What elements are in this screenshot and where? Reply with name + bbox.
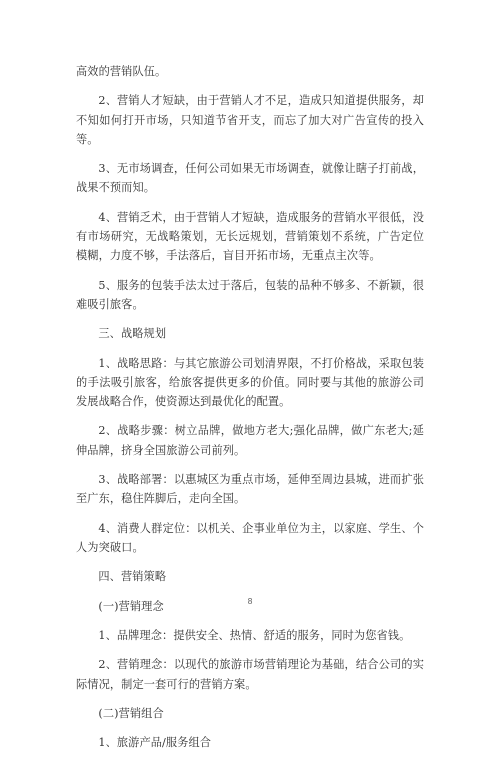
paragraph-product-service-mix: 1、旅游产品/服务组合 [98, 736, 212, 750]
paragraph-packaging: 5、服务的包装手法太过于落后，包装的品种不够多、不新颖，很难吸引旅客。 [76, 278, 424, 311]
paragraph-no-market-research: 3、无市场调查，任何公司如果无市场调查，就像让瞎子打前战，战果不预而知。 [76, 162, 424, 195]
paragraph-strategy-steps: 2、战略步骤：树立品牌，做地方老大;强化品牌，做广东老大;延伸品牌，挤身全国旅游公司前列。 [76, 424, 424, 457]
paragraph-continuation: 高效的营销队伍。 [76, 65, 167, 78]
paragraph-marketing-weakness: 4、营销乏术，由于营销人才短缺，造成服务的营销水平很低，没有市场研究，无战略策划，无长远规划，营销策划不系统，广告定位模糊，力度不够，手法落后，盲目开拓市场，无重点主次等。 [76, 210, 424, 263]
subheading-marketing-mix: (二)营销组合 [98, 706, 164, 720]
page-number: 8 [247, 597, 253, 606]
section-heading-marketing-strategy: 四、营销策略 [98, 570, 167, 584]
paragraph-strategy-deployment: 3、战略部署：以惠城区为重点市场，延伸至周边县城，进而扩张至广东，稳住阵脚后，走向全国。 [76, 472, 424, 506]
paragraph-strategy-idea: 1、战略思路：与其它旅游公司划清界限，不打价格战，采取包装的手法吸引旅客，给旅客提供更多的价值。同时要与其他的旅游公司发展战略合作，使资源达到最优化的配置。 [76, 356, 424, 408]
paragraph-talent-shortage: 2、营销人才短缺，由于营销人才不足，造成只知道提供服务，却不知如何打开市场，只知道节省开支，而忘了加大对广告宣传的投入等。 [76, 94, 424, 146]
paragraph-marketing-philosophy: 2、营销理念：以现代的旅游市场营销理论为基础，结合公司的实际情况，制定一套可行的营销方案。 [76, 658, 424, 691]
subheading-marketing-philosophy: (一)营销理念 [98, 599, 164, 613]
paragraph-consumer-positioning: 4、消费人群定位：以机关、企事业单位为主，以家庭、学生、个人为突破口。 [76, 521, 424, 554]
section-heading-strategy: 三、战略规划 [98, 327, 167, 341]
document-body [76, 62, 424, 763]
paragraph-brand-philosophy: 1、品牌理念：提供安全、热情、舒适的服务，同时为您省钱。 [98, 628, 411, 642]
